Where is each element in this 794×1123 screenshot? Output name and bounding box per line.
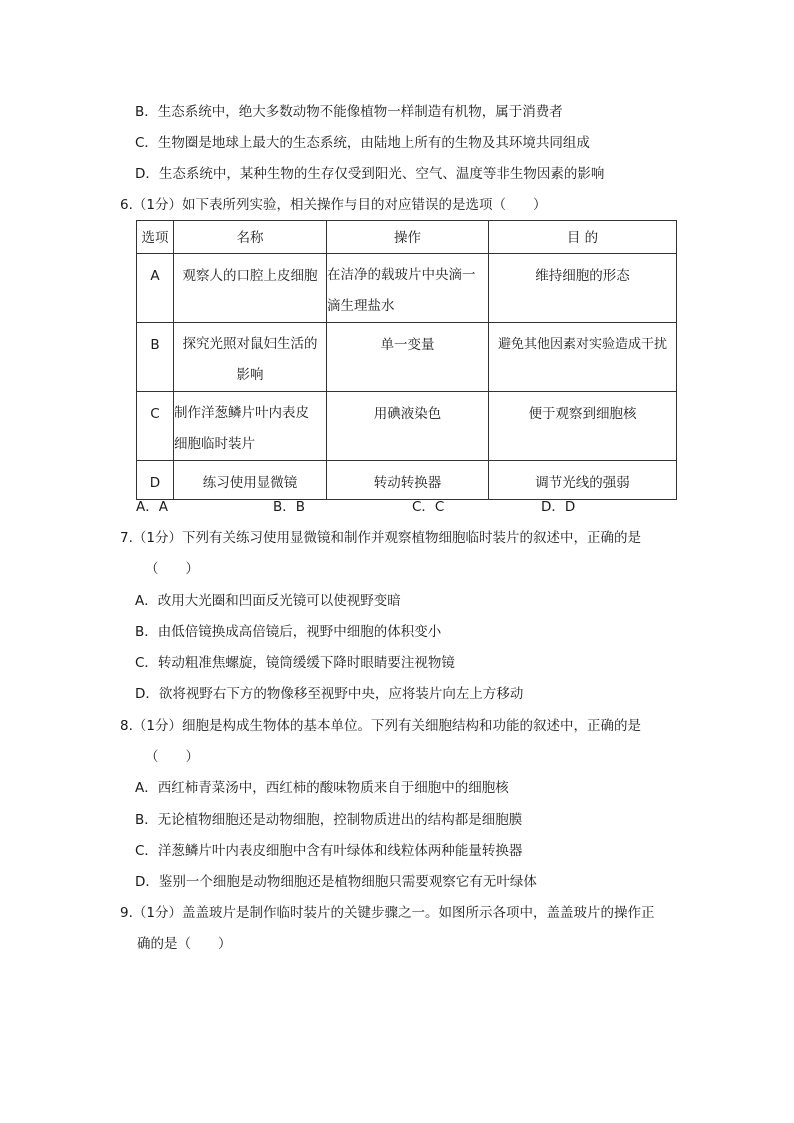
row-key: C: [137, 392, 174, 461]
row-purpose: 避免其他因素对实验造成干扰: [489, 323, 677, 392]
row-key: B: [137, 323, 174, 392]
q8-option-b: B．无论植物细胞还是动物细胞，控制物质进出的结构都是细胞膜: [135, 812, 523, 828]
row-operation: 单一变量: [327, 323, 489, 392]
row-name: 练习使用显微镜: [174, 461, 327, 500]
q7-option-d: D．欲将视野右下方的物像移至视野中央，应将装片向左上方移动: [135, 686, 524, 702]
q6-stem: 6.（1分）如下表所列实验，相关操作与目的对应错误的是选项（ ）: [120, 197, 547, 213]
table-row: [137, 254, 677, 323]
row-name: [174, 392, 327, 461]
q6-choice-a: A．A: [136, 499, 168, 515]
row-name-line: 影响: [236, 367, 264, 383]
header-option: 选项: [137, 221, 174, 254]
q7-option-a: A．改用大光圈和凹面反光镜可以使视野变暗: [135, 593, 401, 609]
q7-stem: 7.（1分）下列有关练习使用显微镜和制作并观察植物细胞临时装片的叙述中，正确的是: [120, 530, 641, 546]
q8-option-d: D．鉴别一个细胞是动物细胞还是植物细胞只需要观察它有无叶绿体: [135, 874, 537, 890]
row-operation: 用碘液染色: [327, 392, 489, 461]
row-name-line: 细胞临时装片: [174, 436, 255, 452]
q5-option-d: D．生态系统中，某种生物的生存仅受到阳光、空气、温度等非生物因素的影响: [135, 166, 605, 182]
row-purpose: 调节光线的强弱: [489, 461, 677, 500]
experiment-table: [136, 220, 677, 500]
row-name: [174, 323, 327, 392]
row-operation: 转动转换器: [327, 461, 489, 500]
row-purpose: 维持细胞的形态: [489, 254, 677, 323]
q8-stem: 8.（1分）细胞是构成生物体的基本单位。下列有关细胞结构和功能的叙述中，正确的是: [120, 718, 641, 734]
q9-stem-cont: 确的是（ ）: [137, 936, 232, 952]
q6-choice-c: C．C: [412, 499, 445, 515]
q6-choices: [136, 497, 696, 517]
row-name-line: 探究光照对鼠妇生活的: [182, 336, 318, 352]
q9-stem: 9.（1分）盖盖玻片是制作临时装片的关键步骤之一。如图所示各项中，盖盖玻片的操作正: [120, 905, 655, 921]
q8-option-c: C．洋葱鳞片叶内表皮细胞中含有叶绿体和线粒体两种能量转换器: [135, 843, 523, 859]
q7-option-b: B．由低倍镜换成高倍镜后，视野中细胞的体积变小: [135, 624, 442, 640]
row-operation-line: 滴生理盐水: [327, 298, 395, 314]
row-operation: [327, 254, 489, 323]
row-operation-line: 在洁净的载玻片中央滴一: [327, 267, 476, 283]
row-name-line: 观察人的口腔上皮细胞: [182, 268, 318, 284]
table-row: [137, 461, 677, 500]
q6-choice-d: D．D: [541, 499, 576, 515]
row-key: A: [137, 254, 174, 323]
q7-stem-cont: （ ）: [145, 561, 199, 577]
q6-choice-b: B．B: [273, 499, 306, 515]
row-purpose: 便于观察到细胞核: [489, 392, 677, 461]
table-row: [137, 323, 677, 392]
row-name-line: 制作洋葱鳞片叶内表皮: [174, 405, 309, 421]
header-name: 名称: [174, 221, 327, 254]
q8-option-a: A．西红柿青菜汤中，西红柿的酸味物质来自于细胞中的细胞核: [135, 780, 509, 796]
table-row: [137, 392, 677, 461]
table-header-row: [137, 221, 677, 254]
header-purpose: 目 的: [489, 221, 677, 254]
row-name: [174, 254, 327, 323]
row-key: D: [137, 461, 174, 500]
q5-option-c: C．生物圈是地球上最大的生态系统，由陆地上所有的生物及其环境共同组成: [135, 135, 590, 151]
q5-option-b: B．生态系统中，绝大多数动物不能像植物一样制造有机物，属于消费者: [135, 104, 563, 120]
q7-option-c: C．转动粗准焦螺旋，镜筒缓缓下降时眼睛要注视物镜: [135, 655, 455, 671]
q8-stem-cont: （ ）: [145, 749, 199, 765]
header-operation: 操作: [327, 221, 489, 254]
